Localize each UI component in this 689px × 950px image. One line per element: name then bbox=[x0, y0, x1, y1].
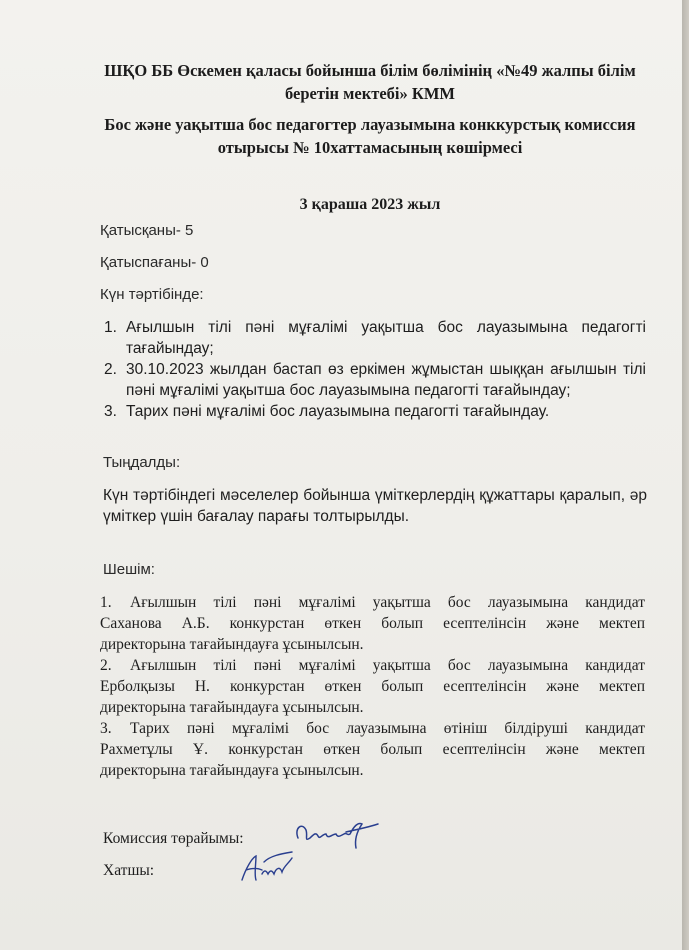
agenda-item-1-line-1: Ағылшын тілі пәні мұғалімі уақытша бос лауазымына педагогті bbox=[126, 319, 646, 336]
page-edge bbox=[682, 0, 689, 950]
header-line-2: беретін мектебі» КММ bbox=[285, 84, 455, 103]
header-line-4: отырысы № 10хаттамасының көшірмесі bbox=[217, 138, 523, 157]
heard-line-1: Күн тәртібіндегі мәселелер бойынша үміткерлердің құжаттары қаралып, әр bbox=[103, 487, 647, 504]
chair-label: Комиссия төрайымы: bbox=[103, 830, 244, 847]
secretary-signature bbox=[236, 848, 298, 886]
agenda-item-3-line-1: Тарих пәні мұғалімі бос лауазымына педагогті тағайындау. bbox=[126, 403, 550, 420]
agenda-item-1-line-2: тағайындау; bbox=[126, 340, 214, 357]
agenda-item-2-line-1: 30.10.2023 жылдан бастап өз еркімен жұмыстан шыққан ағылшын тілі bbox=[126, 361, 646, 378]
agenda-item-3-number: 3. bbox=[104, 403, 117, 420]
decision-item-3-line-1: Тарих пәні мұғалімі бос лауазымына өтініш білдіруші кандидат bbox=[130, 720, 645, 737]
agenda-item-2-line-2: пәні мұғалімі уақытша бос лауазымына педагогті тағайындау; bbox=[126, 382, 571, 399]
agenda-item-1-number: 1. bbox=[104, 319, 117, 336]
decision-item-2-number: 2. bbox=[100, 657, 112, 674]
decision-item-1-line-1: Ағылшын тілі пәні мұғалімі уақытша бос лауазымына кандидат bbox=[130, 594, 645, 611]
attendance-present: Қатысқаны- 5 bbox=[100, 222, 194, 239]
agenda-item-2-number: 2. bbox=[104, 361, 117, 378]
agenda-label: Күн тәртібінде: bbox=[100, 286, 204, 303]
decision-item-1-number: 1. bbox=[100, 594, 112, 611]
header-line-3: Бос және уақытша бос педагогтер лауазымына конккурстық комиссия bbox=[104, 115, 636, 134]
secretary-label: Хатшы: bbox=[103, 862, 155, 879]
heard-label: Тыңдалды: bbox=[103, 454, 181, 471]
decision-item-2-line-2: Ерболқызы Н. конкурстан өткен болып есептелінсін және мектеп bbox=[100, 678, 645, 695]
heard-line-2: үміткер үшін бағалау парағы толтырылды. bbox=[103, 508, 410, 525]
document-date: 3 қараша 2023 жыл bbox=[299, 196, 441, 213]
decision-item-2-line-1: Ағылшын тілі пәні мұғалімі уақытша бос лауазымына кандидат bbox=[130, 657, 645, 674]
decision-item-1-line-3: директорына тағайындауға ұсынылсын. bbox=[100, 636, 364, 653]
decision-label: Шешім: bbox=[103, 561, 155, 578]
decision-item-2-line-3: директорына тағайындауға ұсынылсын. bbox=[100, 699, 364, 716]
decision-item-3-line-3: директорына тағайындауға ұсынылсын. bbox=[100, 762, 364, 779]
attendance-absent: Қатыспағаны- 0 bbox=[100, 254, 209, 271]
decision-item-3-line-2: Рахметұлы Ұ. конкурстан өткен болып есептелінсін және мектеп bbox=[100, 741, 645, 758]
header-line-1: ШҚО ББ Өскемен қаласы бойынша білім бөлімінің «№49 жалпы білім bbox=[104, 61, 636, 80]
decision-item-3-number: 3. bbox=[100, 720, 112, 737]
decision-item-1-line-2: Саханова А.Б. конкурстан өткен болып есептелінсін және мектеп bbox=[100, 615, 645, 632]
chair-signature bbox=[292, 812, 384, 854]
